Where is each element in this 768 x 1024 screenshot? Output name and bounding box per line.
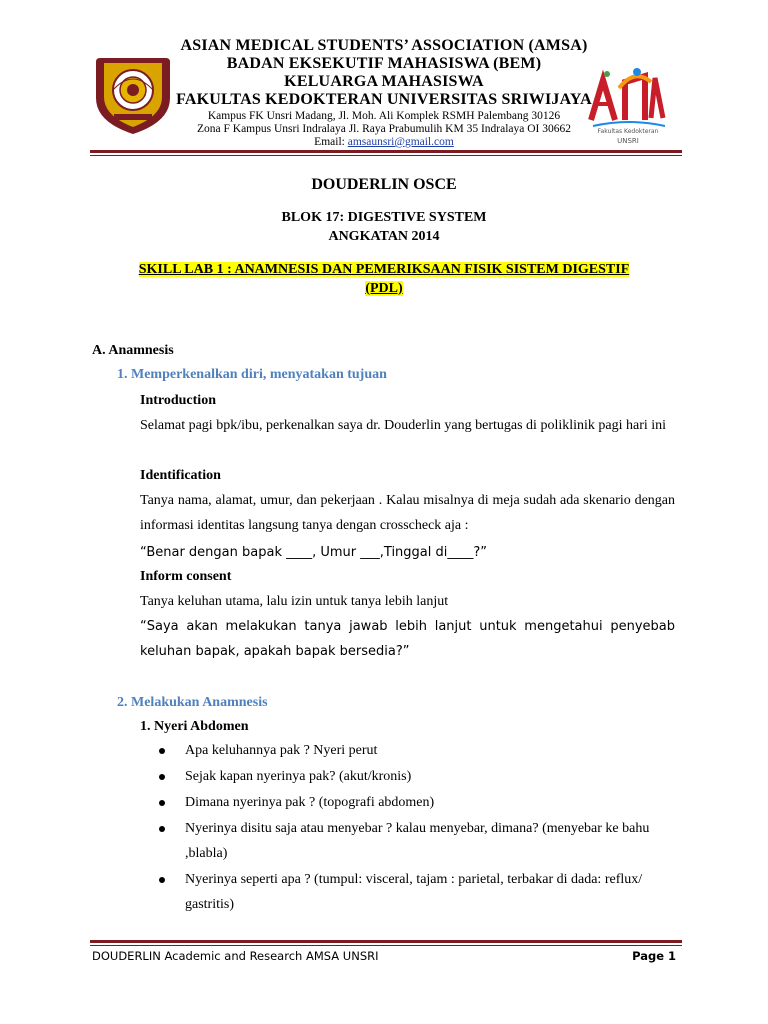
bullet-icon bbox=[159, 800, 165, 806]
address-line-2: Zona F Kampus Unsri Indralaya Jl. Raya Prabumulih KM 35 Indralaya OI 30662 bbox=[197, 123, 571, 135]
logo-sub: UNSRI bbox=[617, 137, 639, 145]
bullet-icon bbox=[159, 748, 165, 754]
bem-name: BADAN EKSEKUTIF MAHASISWA (BEM) bbox=[226, 55, 542, 72]
email-line bbox=[0, 136, 768, 148]
footer-rule-thick bbox=[90, 940, 682, 943]
org-name: ASIAN MEDICAL STUDENTS’ ASSOCIATION (AMSA) bbox=[180, 37, 588, 54]
footer-rule-thin bbox=[90, 945, 682, 946]
section-a-heading: A. Anamnesis bbox=[92, 343, 174, 358]
header-rule-thin bbox=[90, 155, 682, 156]
bullet-icon bbox=[159, 826, 165, 832]
skill-lab-line-2: (PDL) bbox=[365, 281, 403, 296]
identification-heading: Identification bbox=[140, 468, 221, 483]
faculty-name: FAKULTAS KEDOKTERAN UNIVERSITAS SRIWIJAYA bbox=[176, 91, 592, 108]
header-rule-thick bbox=[90, 150, 682, 153]
abdominal-pain-heading: 1. Nyeri Abdomen bbox=[140, 719, 249, 734]
list-item-text: Dimana nyerinya pak ? (topografi abdomen) bbox=[185, 795, 435, 810]
step-2-heading: 2. Melakukan Anamnesis bbox=[117, 695, 268, 710]
footer-text: DOUDERLIN Academic and Research AMSA UNSRI bbox=[92, 949, 379, 963]
block-title: BLOK 17: DIGESTIVE SYSTEM bbox=[281, 210, 487, 225]
skill-lab-title bbox=[0, 262, 768, 278]
consent-heading: Inform consent bbox=[140, 569, 232, 584]
list-item bbox=[140, 738, 685, 763]
skill-lab-subtitle bbox=[0, 281, 768, 297]
identification-text: Tanya nama, alamat, umur, dan pekerjaan . Kalau misalnya di meja sudah ada skenario dengan informasi identitas langsung tanya dengan crosscheck aja : bbox=[140, 493, 675, 533]
question-list bbox=[140, 738, 685, 918]
step-1-heading: 1. Memperkenalkan diri, menyatakan tujuan bbox=[117, 367, 387, 382]
list-item-text: Sejak kapan nyerinya pak? (akut/kronis) bbox=[185, 769, 412, 784]
introduction-heading: Introduction bbox=[140, 393, 216, 408]
skill-lab-line-1: SKILL LAB 1 : ANAMNESIS DAN PEMERIKSAAN FISIK SISTEM DIGESTIF bbox=[138, 262, 630, 277]
list-item-text: Nyerinya seperti apa ? (tumpul: visceral, tajam : parietal, terbakar di dada: reflux/ gastritis) bbox=[185, 872, 643, 912]
address-line-1: Kampus FK Unsri Madang, Jl. Moh. Ali Komplek RSMH Palembang 30126 bbox=[207, 110, 561, 122]
bullet-icon bbox=[159, 877, 165, 883]
email-label: Email: bbox=[314, 136, 348, 148]
email-link[interactable]: amsaunsri@gmail.com bbox=[347, 136, 454, 148]
document-title: DOUDERLIN OSCE bbox=[311, 176, 457, 193]
list-item bbox=[140, 867, 685, 917]
list-item-text: Apa keluhannya pak ? Nyeri perut bbox=[185, 743, 378, 758]
list-item bbox=[140, 816, 685, 866]
page-number: Page 1 bbox=[632, 949, 676, 963]
identification-quote: “Benar dengan bapak ____, Umur ___,Tinggal di____?” bbox=[140, 545, 488, 560]
introduction-text: Selamat pagi bpk/ibu, perkenalkan saya dr. Douderlin yang bertugas di poliklinik pagi hari ini bbox=[140, 418, 667, 433]
family-name: KELUARGA MAHASISWA bbox=[284, 73, 484, 90]
list-item bbox=[140, 790, 685, 815]
consent-quote: “Saya akan melakukan tanya jawab lebih lanjut untuk mengetahui penyebab keluhan bapak, apakah bapak bersedia?” bbox=[140, 619, 675, 659]
consent-text: Tanya keluhan utama, lalu izin untuk tanya lebih lanjut bbox=[140, 594, 449, 609]
list-item-text: Nyerinya disitu saja atau menyebar ? kalau menyebar, dimana? (menyebar ke bahu ,blabla) bbox=[185, 821, 650, 861]
list-item bbox=[140, 764, 685, 789]
logo-caption: Fakultas Kedokteran bbox=[597, 128, 659, 135]
batch-title: ANGKATAN 2014 bbox=[328, 229, 440, 244]
bullet-icon bbox=[159, 774, 165, 780]
